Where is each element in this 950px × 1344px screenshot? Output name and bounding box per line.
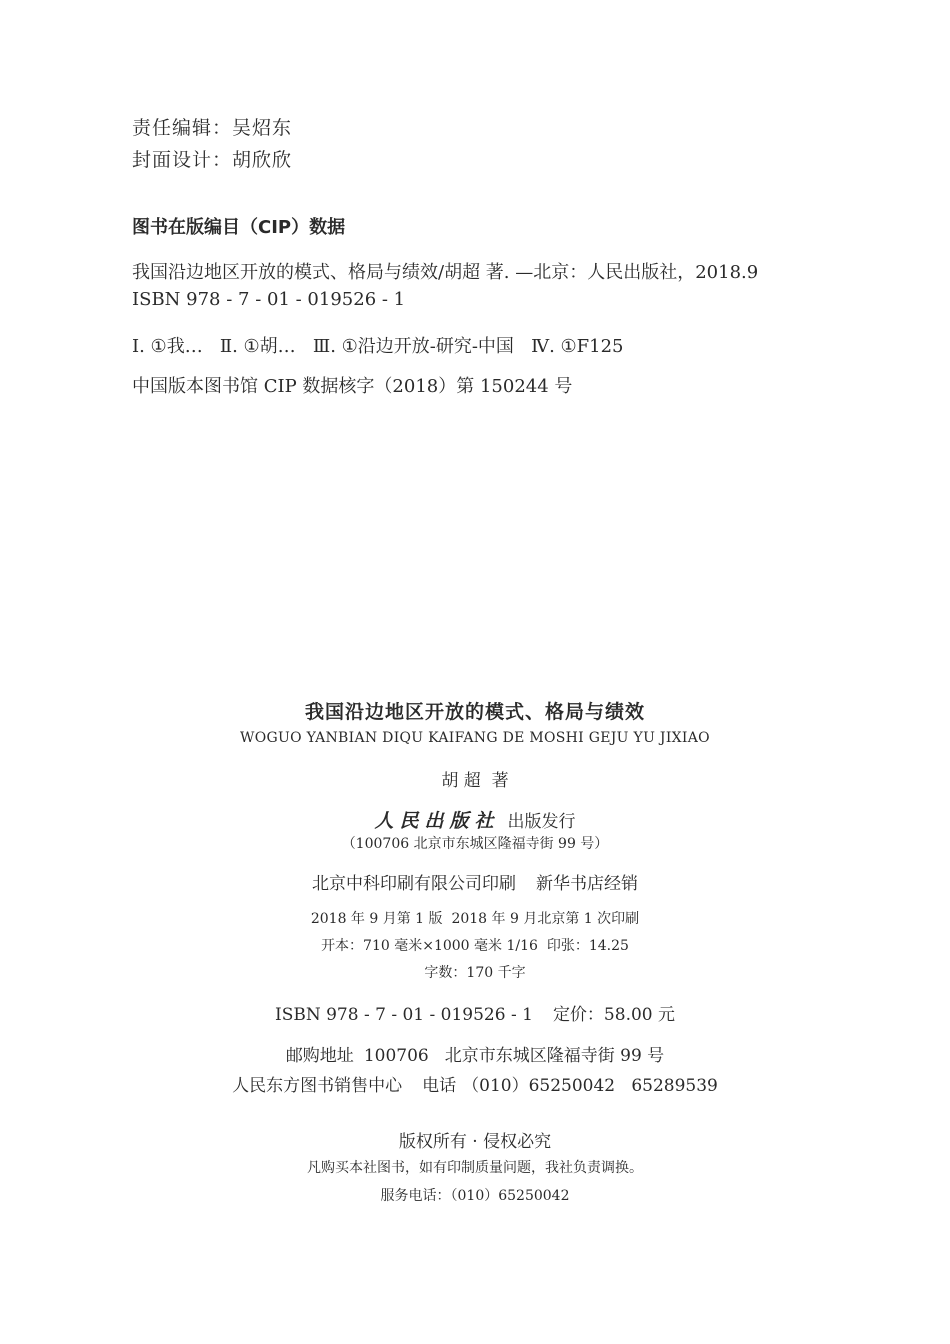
rights-statement: 版权所有 · 侵权必究 (398, 1132, 552, 1152)
format-line: 开本：710 毫米×1000 毫米 1/16 印张：14.25 (321, 938, 629, 954)
sales-phones: （010）65250042 65289539 (462, 1076, 718, 1096)
book-title-cn: 我国沿边地区开放的模式、格局与绩效 (304, 701, 645, 723)
isbn-price-row (0, 1000, 950, 1025)
printer-row (0, 869, 950, 894)
service-phone: 服务电话：（010）65250042 (380, 1188, 570, 1204)
mail-label: 邮购地址 (285, 1046, 354, 1066)
word-count-line: 字数：170 千字 (424, 965, 526, 981)
price: 定价：58.00 元 (552, 1005, 676, 1025)
book-author: 胡 超 著 (441, 771, 509, 791)
sales-center-row (0, 1071, 950, 1096)
cip-verification: 中国版本图书馆 CIP 数据核字（2018）第 150244 号 (132, 376, 573, 397)
publisher-row (0, 806, 950, 833)
publisher-address: （100706 北京市东城区隆福寺街 99 号） (341, 836, 609, 852)
cip-isbn-line: ISBN 978 - 7 - 01 - 019526 - 1 (132, 289, 406, 310)
mail-address: 北京市东城区隆福寺街 99 号 (444, 1046, 665, 1066)
editor-credit: 责任编辑：吴炤东 (132, 117, 293, 139)
cover-design-credit: 封面设计：胡欣欣 (132, 149, 293, 171)
distributor-name: 新华书店经销 (536, 874, 638, 894)
publisher-action: 出版发行 (507, 812, 576, 832)
colophon-isbn: ISBN 978 - 7 - 01 - 019526 - 1 (274, 1005, 533, 1025)
sales-center: 人民东方图书销售中心 (232, 1076, 403, 1096)
edition-line: 2018 年 9 月第 1 版 2018 年 9 月北京第 1 次印刷 (310, 911, 640, 927)
cip-subject-line: Ⅰ. ①我… Ⅱ. ①胡… Ⅲ. ①沿边开放-研究-中国 Ⅳ. ①F125 (132, 336, 624, 357)
quality-notice: 凡购买本社图书，如有印制质量问题，我社负责调换。 (307, 1160, 643, 1176)
book-title-pinyin: WOGUO YANBIAN DIQU KAIFANG DE MOSHI GEJU YU JIXIAO (240, 730, 710, 746)
mail-order-row (0, 1041, 950, 1066)
publisher-logo: 人民出版社 (374, 810, 500, 832)
cip-record-line: 我国沿边地区开放的模式、格局与绩效/胡超 著. —北京：人民出版社，2018.9 (132, 262, 759, 283)
printer-name: 北京中科印刷有限公司印刷 (312, 874, 516, 894)
cip-heading: 图书在版编目（CIP）数据 (132, 217, 346, 238)
mail-code: 100706 (363, 1046, 429, 1066)
sales-phone-label: 电话 (422, 1076, 457, 1096)
